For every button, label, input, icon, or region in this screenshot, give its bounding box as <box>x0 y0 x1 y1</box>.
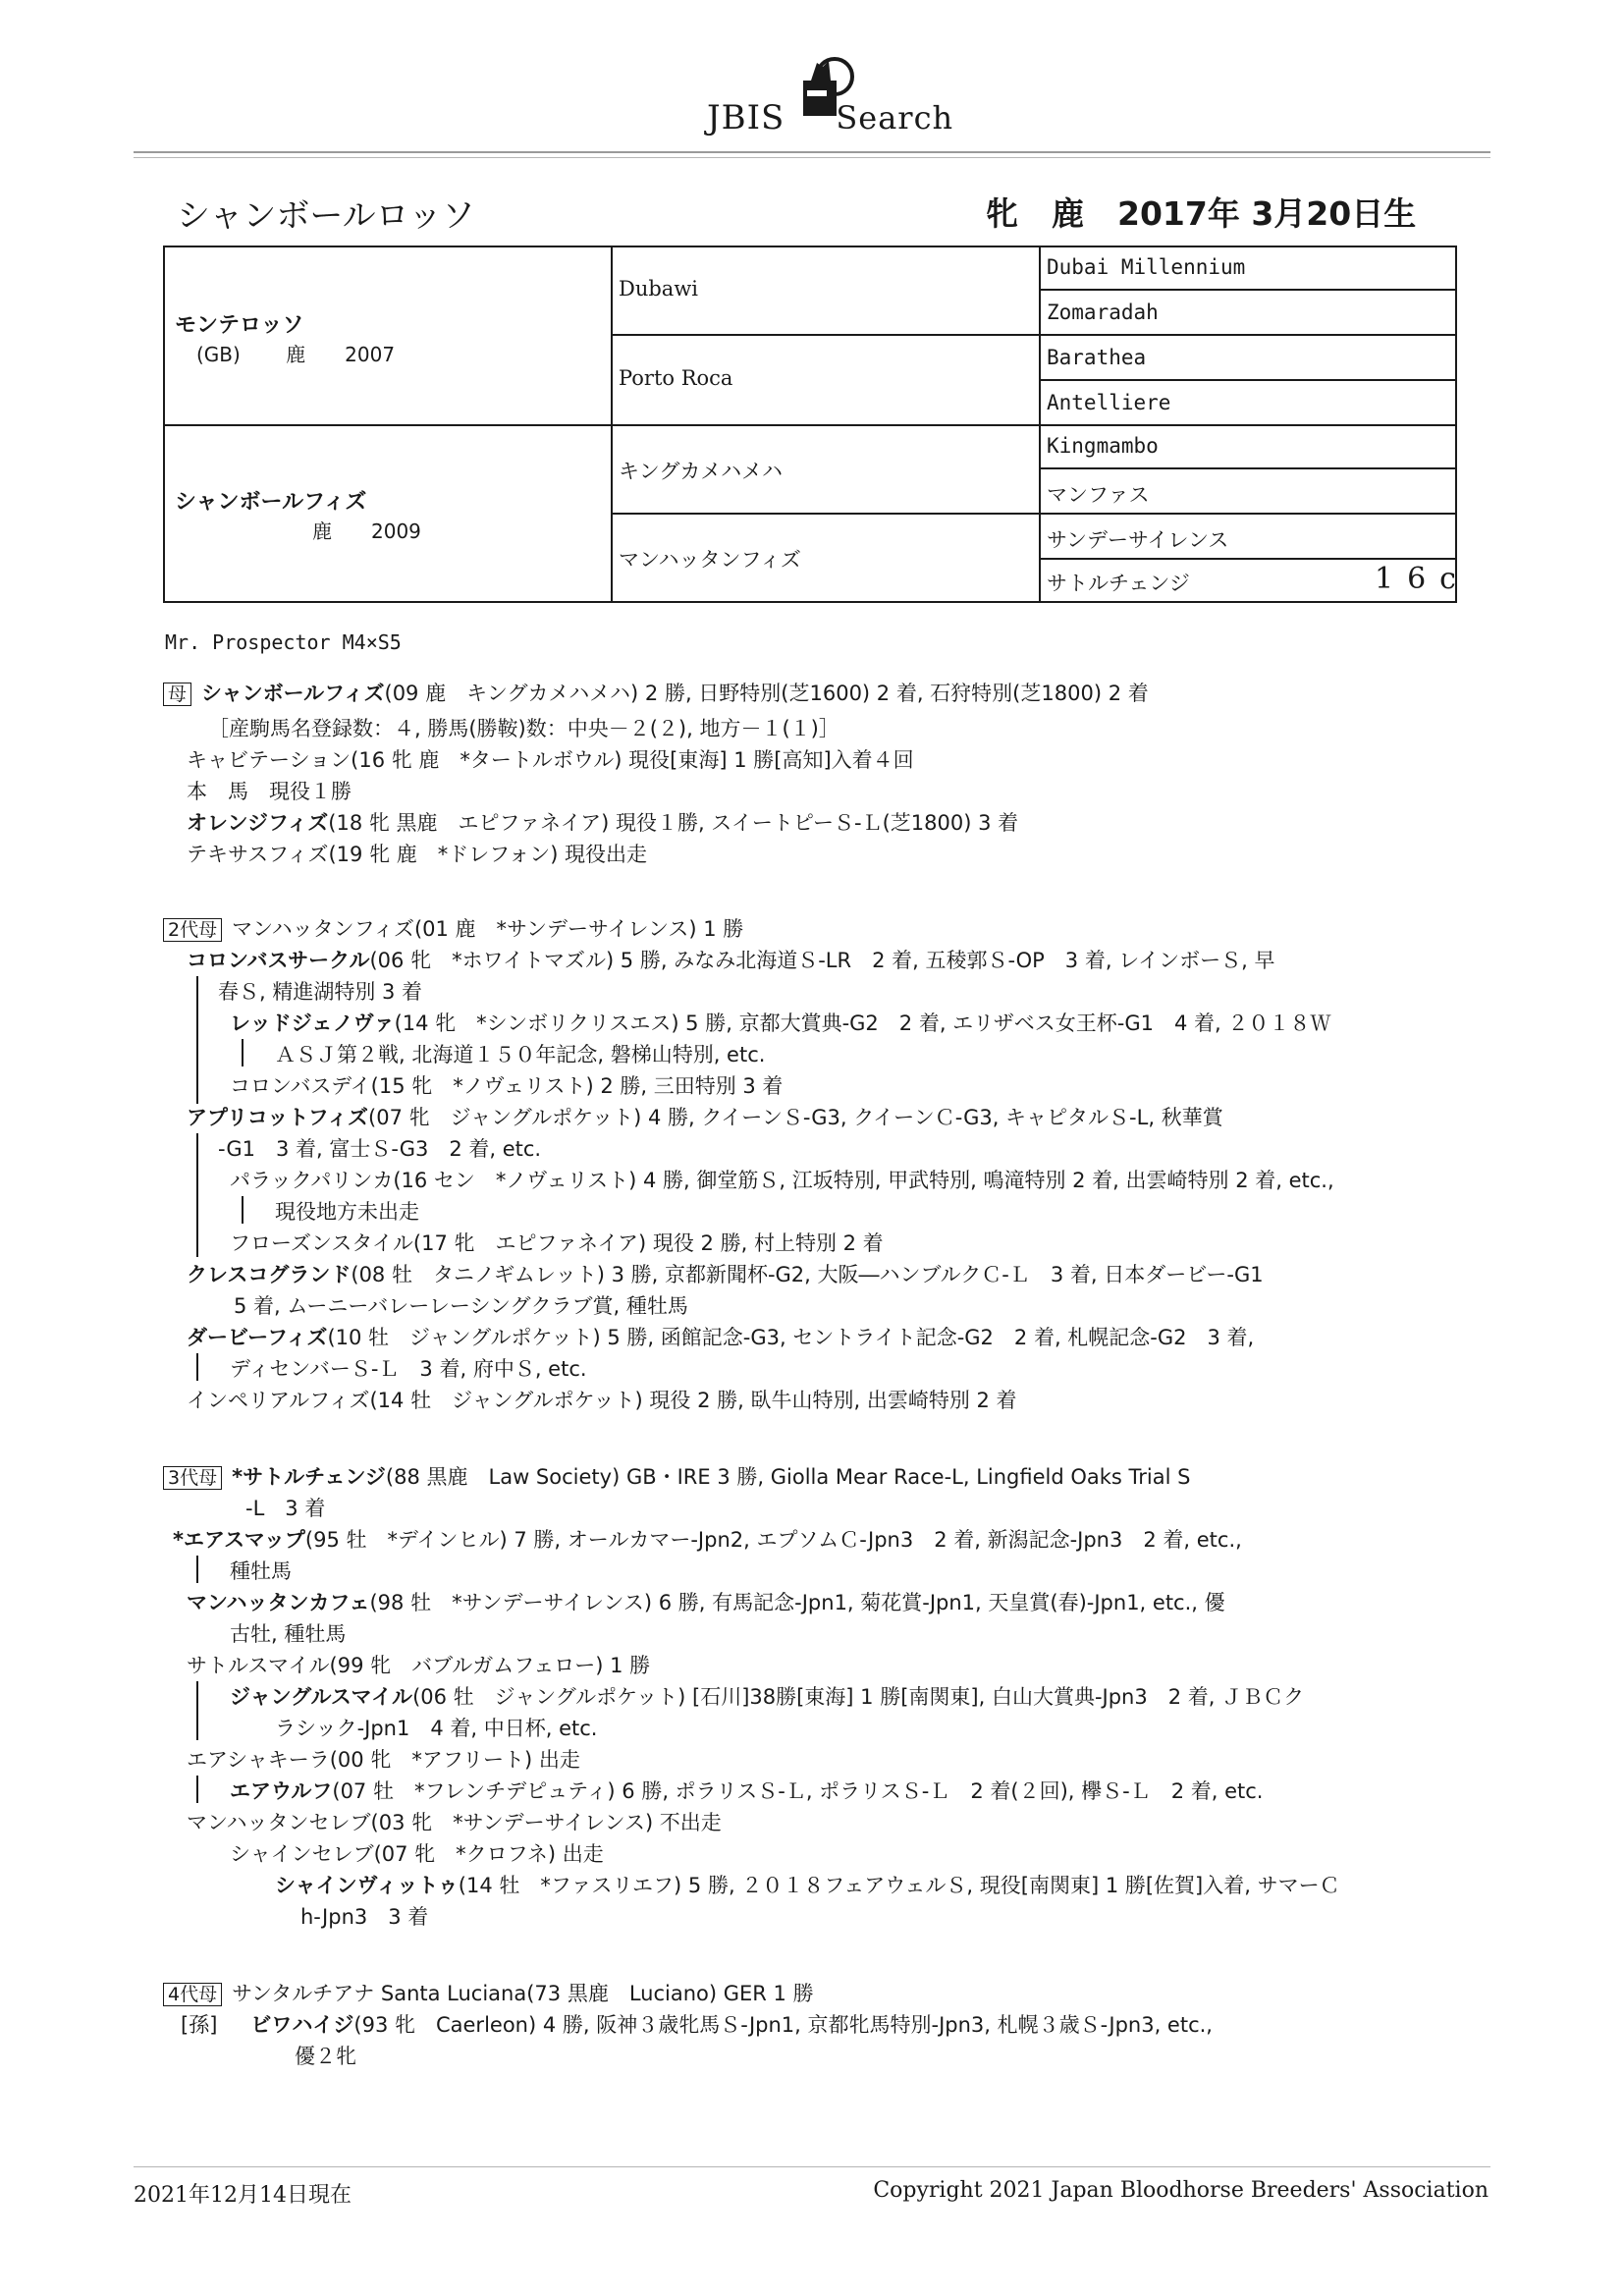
g3-ancestor: Kingmambo <box>1047 434 1159 458</box>
family-number: 16c <box>1375 562 1470 596</box>
family-line: 種牡馬 <box>230 1559 292 1583</box>
sire-name: モンテロッソ <box>175 313 304 338</box>
family-line: インペリアルフィズ(14 牡 ジャングルポケット) 現役 2 勝, 臥牛山特別, 出雲崎特別 2 着 <box>187 1389 1017 1412</box>
family-line-gen4: 4代母 サンタルチアナ Santa Luciana(73 黒鹿 Luciano) GER 1 勝 <box>163 1980 814 2007</box>
sire-dam: Porto Roca <box>619 366 733 390</box>
dam-sire: キングカメハメハ <box>619 460 783 483</box>
family-line: パラックパリンカ(16 セン *ノヴェリスト) 4 勝, 御堂筋Ｓ, 江坂特別, 甲武特別, 鳴滝特別 2 着, 出雲崎特別 2 着, etc., <box>230 1169 1334 1192</box>
g3-ancestor: マンファス <box>1047 483 1150 507</box>
pedigree-table <box>163 246 1470 603</box>
dam-name: シャンボールフィズ <box>175 490 367 515</box>
horse-meta <box>986 189 1449 235</box>
family-line: レッドジェノヴァ(14 牝 *シンボリクリスエス) 5 勝, 京都大賞典-G2 2 着, エリザベス女王杯-G1 4 着, ２０１８Ｗ <box>230 1011 1331 1035</box>
header-rule <box>134 151 1490 153</box>
family-line: シャインヴィットゥ(14 牡 *ファスリエフ) 5 勝, ２０１８フェアウェルＳ, 現役[南関東] 1 勝[佐賀]入着, サマーＣ <box>275 1874 1340 1897</box>
line-bar <box>196 1556 198 1583</box>
family-line: [孫] ビワハイジ(93 牝 Caerleon) 4 勝, 阪神３歳牝馬Ｓ-Jpn1, 京都牝馬特別-Jpn3, 札幌３歳Ｓ-Jpn3, etc., <box>181 2013 1213 2037</box>
family-line: *エアスマップ(95 牡 *デインヒル) 7 勝, オールカマー-Jpn2, エプソムＣ-Jpn3 2 着, 新潟記念-Jpn3 2 着, etc., <box>173 1528 1242 1552</box>
family-line: 現役地方未出走 <box>275 1200 419 1224</box>
tag-dam: 母 <box>163 683 191 706</box>
family-line: -G1 3 着, 富士Ｓ-G3 2 着, etc. <box>218 1137 542 1161</box>
family-line: ディセンバーＳ-Ｌ 3 着, 府中Ｓ, etc. <box>230 1357 587 1381</box>
header-rule-thin <box>134 157 1490 158</box>
footer-date: 2021年12月14日現在 <box>134 2183 352 2208</box>
family-line: テキサスフィズ(19 牝 鹿 *ドレフォン) 現役出走 <box>187 843 648 866</box>
logo-text-left: JBIS <box>707 98 785 137</box>
footer-rule <box>134 2166 1490 2167</box>
g3-ancestor: サトルチェンジ <box>1047 572 1190 595</box>
family-line: オレンジフィズ(18 牝 黒鹿 エピファネイア) 現役１勝, スイートピーＳ-Ｌ(芝1800) 3 着 <box>187 811 1019 835</box>
jbis-search-logo <box>707 51 954 141</box>
family-line: -L 3 着 <box>245 1497 326 1520</box>
line-bar <box>196 1133 198 1257</box>
family-line: ＡＳＪ第２戦, 北海道１５０年記念, 磐梯山特別, etc. <box>275 1043 766 1066</box>
family-line: エアシャキーラ(00 牝 *アフリート) 出走 <box>187 1748 580 1772</box>
family-line: マンハッタンセレブ(03 牝 *サンデーサイレンス) 不出走 <box>187 1811 722 1834</box>
dam-sub: 鹿 2009 <box>312 519 421 543</box>
g3-ancestor: Antelliere <box>1047 391 1171 414</box>
footer-copyright: Copyright 2021 Japan Bloodhorse Breeders' Association <box>873 2178 1489 2203</box>
family-line: キャビテーション(16 牝 鹿 *タートルボウル) 現役[東海] 1 勝[高知]入着４回 <box>187 748 914 772</box>
line-bar <box>196 1776 198 1803</box>
family-line: 5 着, ムーニーバレーレーシングクラブ賞, 種牡馬 <box>234 1294 688 1318</box>
horse-birth: 2017年 3月20日生 <box>1117 194 1417 233</box>
logo-text-right: Search <box>836 99 954 137</box>
horse-name: シャンボールロッソ <box>177 196 475 236</box>
family-line: 本 馬 現役１勝 <box>187 780 352 803</box>
family-line: シャインセレブ(07 牝 *クロフネ) 出走 <box>230 1842 604 1866</box>
family-line: マンハッタンカフェ(98 牡 *サンデーサイレンス) 6 勝, 有馬記念-Jpn1, 菊花賞-Jpn1, 天皇賞(春)-Jpn1, etc., 優 <box>187 1591 1225 1614</box>
g3-ancestor: Zomaradah <box>1047 301 1159 324</box>
g3-ancestor: Dubai Millennium <box>1047 255 1246 279</box>
family-line-gen3: 3代母 *サトルチェンジ(88 黒鹿 Law Society) GB・IRE 3 勝, Giolla Mear Race-L, Lingfield Oaks Trial S <box>163 1463 1190 1491</box>
family-line: ［産駒馬名登録数：４, 勝馬(勝鞍)数：中央－２(２), 地方－１(１)］ <box>208 717 839 740</box>
family-line: 古牡, 種牡馬 <box>230 1622 347 1646</box>
inbreeding-cross: Mr. Prospector M4×S5 <box>165 630 402 654</box>
g3-ancestor: サンデーサイレンス <box>1047 528 1229 552</box>
family-line: クレスコグランド(08 牡 タニノギムレット) 3 勝, 京都新聞杯-G2, 大阪―ハンブルクＣ-Ｌ 3 着, 日本ダービー-G1 <box>187 1263 1264 1286</box>
family-line-dam: 母 シャンボールフィズ(09 鹿 キングカメハメハ) 2 勝, 日野特別(芝1600) 2 着, 石狩特別(芝1800) 2 着 <box>163 680 1149 707</box>
sire-sire: Dubawi <box>619 277 699 301</box>
line-bar <box>242 1039 244 1066</box>
family-line: 優２牝 <box>295 2045 356 2068</box>
family-line: エアウルフ(07 牡 *フレンチデピュティ) 6 勝, ポラリスＳ-Ｌ, ポラリスＳ-Ｌ 2 着(２回), 欅Ｓ-Ｌ 2 着, etc. <box>230 1779 1264 1803</box>
horse-color: 鹿 <box>1052 194 1084 233</box>
family-line: ジャングルスマイル(06 牡 ジャングルポケット) [石川]38勝[東海] 1 勝[南関東], 白山大賞典-Jpn3 2 着, ＪＢＣク <box>230 1685 1305 1709</box>
family-line: ラシック-Jpn1 4 着, 中日杯, etc. <box>275 1717 598 1740</box>
family-line: h-Jpn3 3 着 <box>300 1905 429 1929</box>
horse-sex: 牝 <box>986 194 1018 233</box>
family-line: コロンバスサークル(06 牝 *ホワイトマズル) 5 勝, みなみ北海道Ｓ-LR 2 着, 五稜郭Ｓ-OP 3 着, レインボーＳ, 早 <box>187 949 1275 972</box>
tag-gen3: 3代母 <box>163 1466 222 1490</box>
tag-grandchild: [孫] <box>181 2013 218 2037</box>
sire-sub: (GB) 鹿 2007 <box>196 343 396 366</box>
family-line-gen2: 2代母 マンハッタンフィズ(01 鹿 *サンデーサイレンス) 1 勝 <box>163 915 743 943</box>
family-line: フローズンスタイル(17 牝 エピファネイア) 現役 2 勝, 村上特別 2 着 <box>230 1231 884 1255</box>
family-line: アプリコットフィズ(07 牝 ジャングルポケット) 4 勝, クイーンＳ-G3, クイーンＣ-G3, キャピタルＳ-L, 秋華賞 <box>187 1106 1223 1129</box>
line-bar <box>196 1353 198 1381</box>
tag-gen4: 4代母 <box>163 1983 222 2006</box>
sire-cell <box>175 308 395 367</box>
family-line: ダービーフィズ(10 牡 ジャングルポケット) 5 勝, 函館記念-G3, セントライト記念-G2 2 着, 札幌記念-G2 3 着, <box>187 1326 1255 1349</box>
line-bar <box>196 976 198 1104</box>
dam-dam: マンハッタンフィズ <box>619 548 801 572</box>
line-bar <box>196 1681 198 1740</box>
g3-ancestor: Barathea <box>1047 346 1147 369</box>
tag-gen2: 2代母 <box>163 918 222 942</box>
dam-cell <box>175 485 421 544</box>
family-line: サトルスマイル(99 牝 バブルガムフェロー) 1 勝 <box>187 1654 651 1677</box>
line-bar <box>242 1196 244 1224</box>
family-line: コロンバスデイ(15 牝 *ノヴェリスト) 2 勝, 三田特別 3 着 <box>230 1074 784 1098</box>
family-line: 春Ｓ, 精進湖特別 3 着 <box>218 980 423 1004</box>
